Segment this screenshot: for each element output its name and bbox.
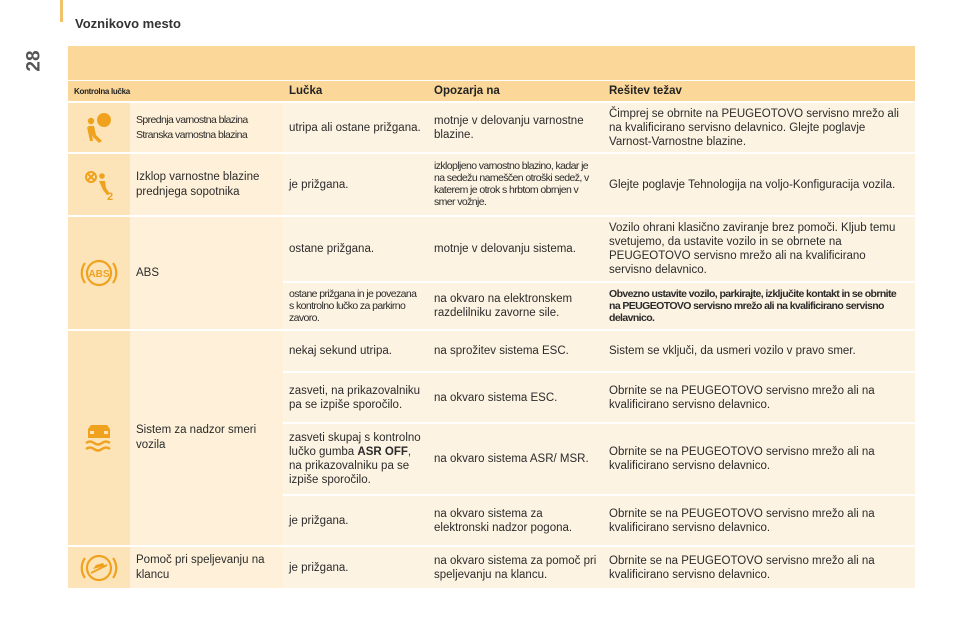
hill-name: Pomoč pri speljevanju na klancu bbox=[130, 546, 283, 589]
esc-resitev-3: Obrnite se na PEUGEOTOVO servisno mrežo ali na kvalificirano servisno delavnico. bbox=[603, 423, 915, 495]
airbag-name-cell bbox=[130, 102, 283, 153]
table-row bbox=[68, 216, 915, 282]
warning-lights-table bbox=[68, 81, 915, 590]
esc-lucka-3b: , na prikazovalniku pa se izpiše sporočilo. bbox=[289, 446, 412, 486]
side-airbag-label: Stranska varnostna blazina bbox=[136, 128, 248, 141]
esc-opozarja-1: na sprožitev sistema ESC. bbox=[428, 330, 603, 372]
abs-opozarja-1: motnje v delovanju sistema. bbox=[428, 216, 603, 282]
table-row bbox=[68, 546, 915, 589]
esc-icon-cell bbox=[68, 330, 130, 546]
esc-opozarja-3: na okvaro sistema ASR/ MSR. bbox=[428, 423, 603, 495]
hill-icon-cell bbox=[68, 546, 130, 589]
svg-text:2: 2 bbox=[107, 190, 114, 202]
esc-lucka-1: nekaj sekund utripa. bbox=[283, 330, 428, 372]
passenger-airbag-off-icon bbox=[82, 168, 116, 202]
airbag-off-icon-cell bbox=[68, 153, 130, 216]
table-row bbox=[68, 102, 915, 153]
airbag-lucka: utripa ali ostane prižgana. bbox=[283, 102, 428, 153]
esc-opozarja-4: na okvaro sistema za elektronski nadzor pogona. bbox=[428, 495, 603, 546]
section-title: Voznikovo mesto bbox=[75, 16, 181, 31]
esc-lucka-3a: zasveti skupaj s kontrolno lučko gumba bbox=[289, 432, 421, 458]
hill-resitev: Obrnite se na PEUGEOTOVO servisno mrežo ali na kvalificirano servisno delavnico. bbox=[603, 546, 915, 589]
esc-name: Sistem za nadzor smeri vozila bbox=[130, 330, 283, 546]
abs-name: ABS bbox=[130, 216, 283, 330]
margin-bar bbox=[60, 0, 63, 22]
esc-lucka-2: zasveti, na prikazovalniku pa se izpiše sporočilo. bbox=[283, 372, 428, 423]
page-number: 28 bbox=[23, 50, 45, 72]
esc-resitev-2: Obrnite se na PEUGEOTOVO servisno mrežo ali na kvalificirano servisno delavnico. bbox=[603, 372, 915, 423]
abs-resitev-1: Vozilo ohrani klasično zaviranje brez pomoči. Kljub temu svetujemo, da ustavite vozilo in se obrnete na PEUGEOTOVO servisno mrežo ali na kvalificirano servisno delavnico. bbox=[603, 216, 915, 282]
airbag-off-resitev: Glejte poglavje Tehnologija na voljo-Konfiguracija vozila. bbox=[603, 153, 915, 216]
airbag-icon-cell bbox=[68, 102, 130, 153]
airbag-off-opozarja: izklopljeno varnostno blazino, kadar je na sedežu nameščen otroški sedež, v katerem je otrok s hrbtom obrnjen v smer vožnje. bbox=[434, 160, 589, 208]
esc-opozarja-2: na okvaro sistema ESC. bbox=[428, 372, 603, 423]
table-header-row bbox=[68, 81, 915, 102]
table-row bbox=[68, 330, 915, 372]
abs-resitev-2-cell bbox=[603, 282, 915, 330]
table-top-band bbox=[68, 46, 915, 80]
asr-off-label: ASR OFF bbox=[357, 446, 408, 458]
abs-icon bbox=[79, 253, 119, 293]
esc-resitev-1: Sistem se vključi, da usmeri vozilo v pravo smer. bbox=[603, 330, 915, 372]
col-header-opozarja: Opozarja na bbox=[428, 81, 603, 102]
hill-lucka: je prižgana. bbox=[283, 546, 428, 589]
abs-icon-cell bbox=[68, 216, 130, 330]
abs-resitev-2: Obvezno ustavite vozilo, parkirajte, izključite kontakt in se obrnite na PEUGEOTOVO servisno mrežo ali na kvalificirano servisno delavnico. bbox=[609, 287, 897, 324]
abs-lucka-2: ostane prižgana in je povezana s kontrolno lučko za parkirno zavoro. bbox=[289, 287, 417, 324]
col-header-resitev: Rešitev težav bbox=[603, 81, 915, 102]
col-header-lucka: Lučka bbox=[283, 81, 428, 102]
esc-resitev-4: Obrnite se na PEUGEOTOVO servisno mrežo ali na kvalificirano servisno delavnico. bbox=[603, 495, 915, 546]
abs-lucka-1: ostane prižgana. bbox=[283, 216, 428, 282]
airbag-off-opozarja-cell bbox=[428, 153, 603, 216]
abs-opozarja-2: na okvaro na elektronskem razdelilniku zavorne sile. bbox=[428, 282, 603, 330]
svg-text:ABS: ABS bbox=[88, 269, 110, 280]
esc-lucka-4: je prižgana. bbox=[283, 495, 428, 546]
col-header-kontrolna-lucka: Kontrolna lučka bbox=[68, 81, 283, 102]
airbag-off-lucka: je prižgana. bbox=[283, 153, 428, 216]
stability-control-icon bbox=[82, 421, 116, 455]
airbag-opozarja: motnje v delovanju varnostne blazine. bbox=[428, 102, 603, 153]
table-row bbox=[68, 153, 915, 216]
front-airbag-label: Sprednja varnostna blazina bbox=[136, 113, 248, 126]
airbag-off-name: Izklop varnostne blazine prednjega sopotnika bbox=[130, 153, 283, 216]
hill-assist-icon bbox=[79, 548, 119, 588]
esc-lucka-3-cell bbox=[283, 423, 428, 495]
abs-lucka-2-cell bbox=[283, 282, 428, 330]
airbag-warning-icon bbox=[82, 111, 116, 145]
hill-opozarja: na okvaro sistema za pomoč pri speljevanju na klancu. bbox=[428, 546, 603, 589]
airbag-resitev: Čimprej se obrnite na PEUGEOTOVO servisno mrežo ali na kvalificirano servisno delavnico. Glejte poglavje Varnost-Varnostne blazine. bbox=[603, 102, 915, 153]
